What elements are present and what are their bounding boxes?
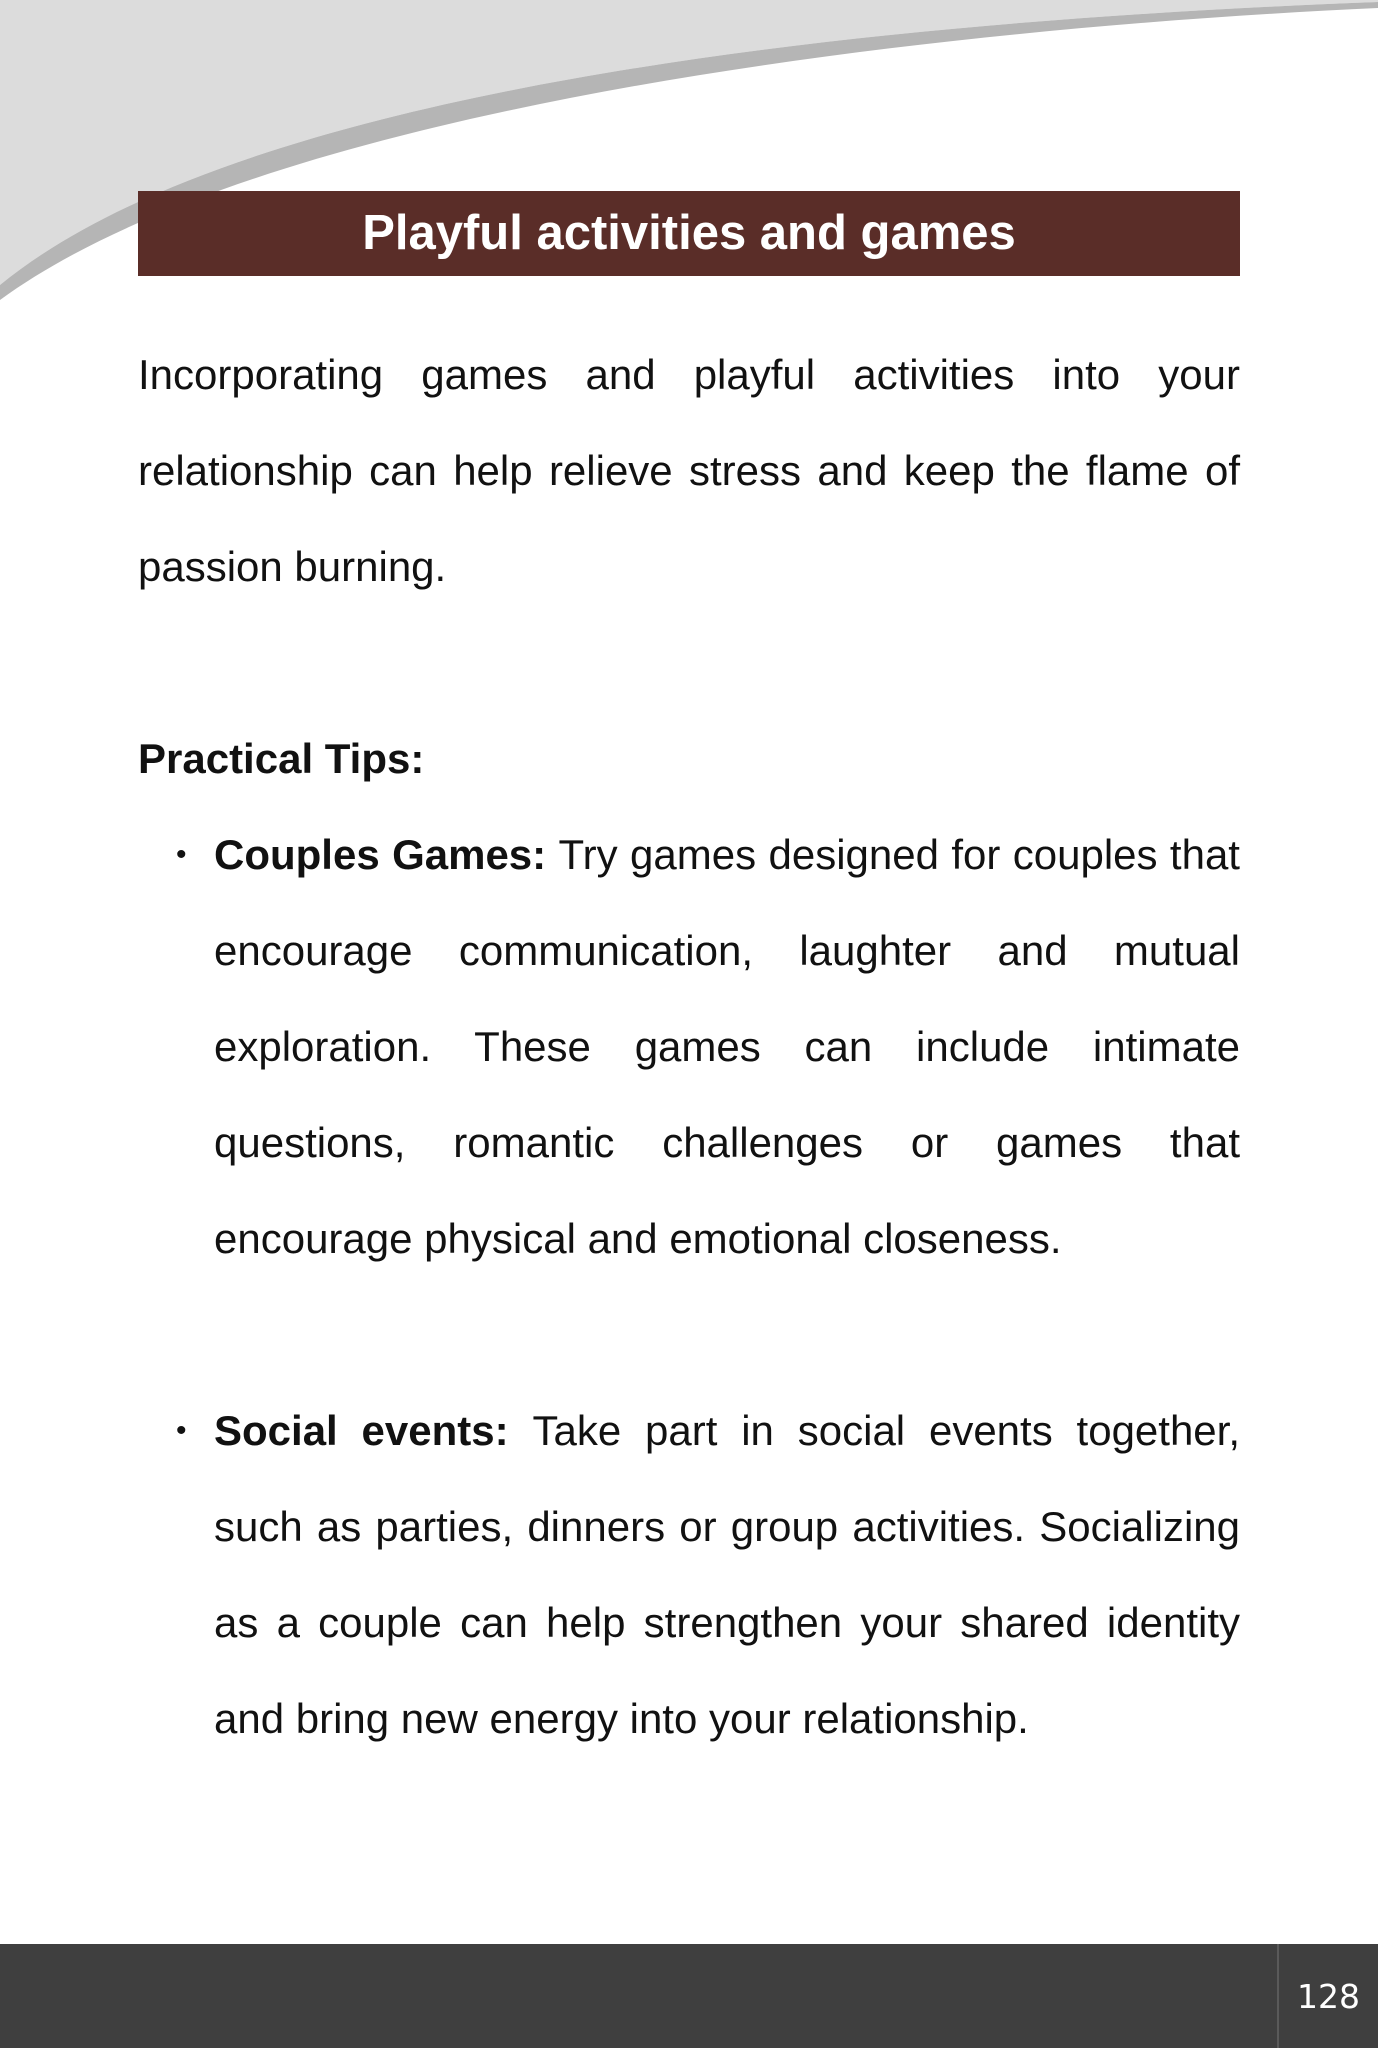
intro-paragraph: Incorporating games and playful activities into your relationship can help relieve stress and keep the flame of passion burning. <box>138 351 1240 590</box>
page-number: 128 <box>1277 1944 1378 2048</box>
tip-text: Take part in social events together, such as parties, dinners or group activities. Socializing as a couple can help strengthen your shared identity and bring new energy into your relationship. <box>214 1407 1241 1742</box>
tips-list <box>138 807 1240 1767</box>
tip-title: Couples Games: <box>214 831 559 878</box>
bullet-icon: • <box>176 1414 187 1447</box>
content-area <box>138 327 1240 1767</box>
title-banner <box>138 191 1240 276</box>
list-item <box>138 807 1240 1287</box>
list-item <box>138 1383 1240 1767</box>
footer-bar <box>0 1944 1378 2048</box>
tips-heading: Practical Tips: <box>138 735 425 782</box>
tip-title: Social events: <box>214 1407 533 1454</box>
page-title: Playful activities and games <box>362 206 1016 260</box>
tip-text: Try games designed for couples that encourage communication, laughter and mutual exploration. These games can include intimate questions, romantic challenges or games that encourage physical and emotional closeness. <box>214 831 1240 1262</box>
bullet-icon: • <box>176 838 187 871</box>
